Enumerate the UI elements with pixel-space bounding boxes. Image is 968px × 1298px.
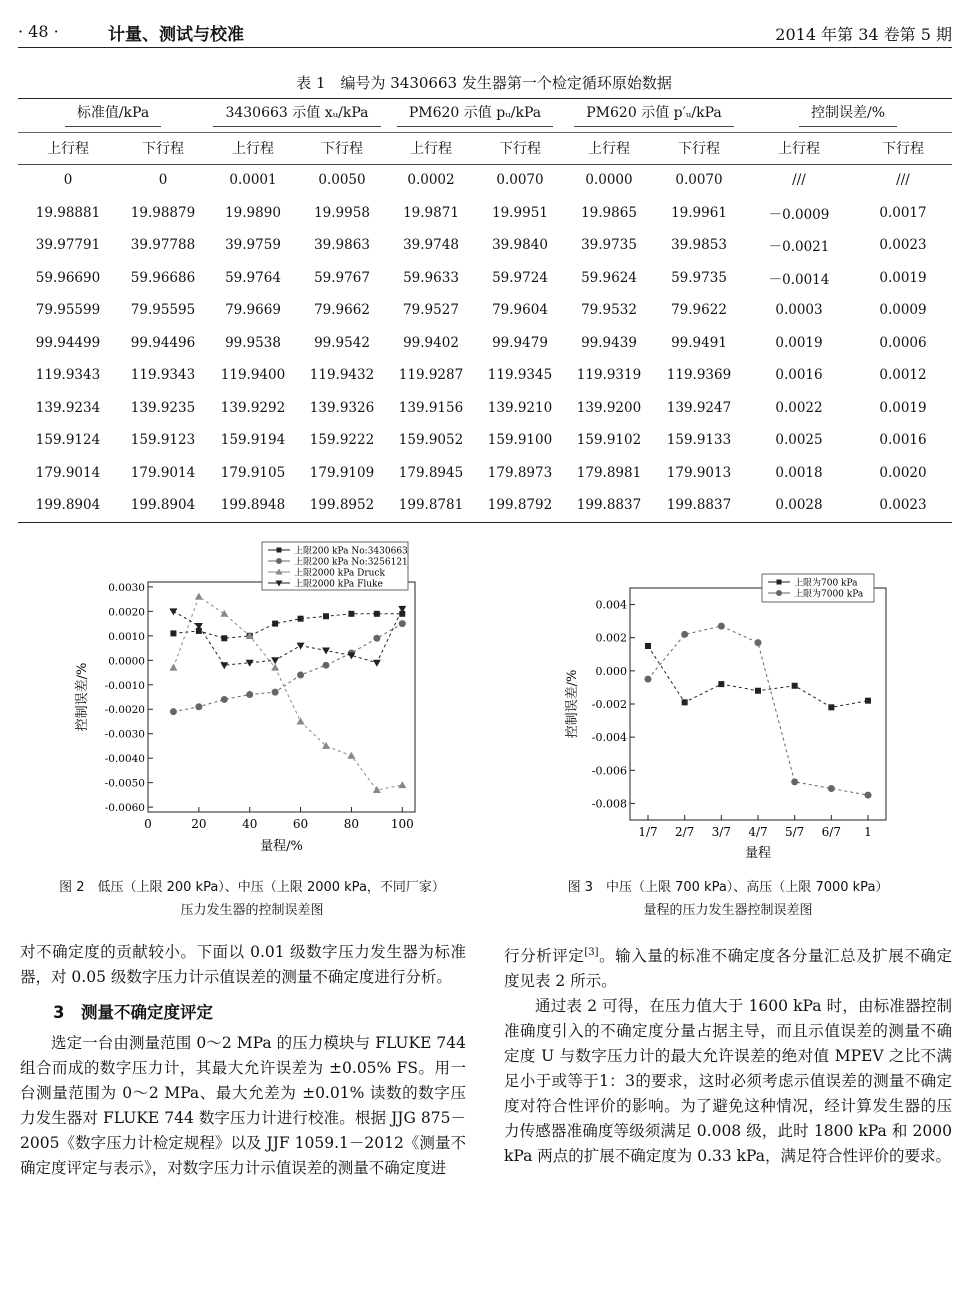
right-paragraph-2: 通过表 2 可得，在压力值大于 1600 kPa 时，由标准器控制准确度引入的不确定度分量占据主导，而且示值误差的测量不确定度 U 与数字压力计的最大允许误差的绝对值 MPEV 之比不满足小于或等于1：3的要求，这时必须考虑示值误差的测量不确定度对符合性评价的影响。为了避免这种情况，经计算发生器的压力传感器准确度等级须满足 0.008 级，此时 1800 kPa 和 2000 kPa 两点的扩展不确定度为 0.33 kPa，满足符合性评价的要求。 — [504, 997, 952, 1166]
table-sub-header: 下行程 — [654, 132, 744, 164]
table-cell: 59.9767 — [314, 269, 370, 286]
legend — [762, 574, 874, 602]
y-tick-label: -0.0040 — [104, 753, 145, 766]
table-cell: 119.9287 — [398, 367, 464, 384]
table-cell: 159.9052 — [398, 432, 464, 449]
x-tick-label: 40 — [242, 817, 258, 831]
series-line — [173, 624, 402, 712]
table-group-header — [564, 98, 744, 132]
table-cell: 99.94499 — [35, 334, 101, 351]
data-point — [221, 696, 228, 703]
table-cell: 119.9369 — [666, 367, 732, 384]
table-cell: 139.9200 — [576, 399, 642, 416]
table-cell: 0 — [158, 172, 168, 189]
y-tick-label: 0.004 — [595, 598, 627, 612]
data-point — [865, 698, 871, 704]
legend-marker — [776, 590, 782, 596]
table-cell: 0.0050 — [318, 172, 366, 189]
table-cell: 179.9105 — [220, 464, 286, 481]
data-point — [246, 691, 253, 698]
table-sub-header: 上行程 — [386, 132, 476, 164]
table-cell: 79.9604 — [492, 302, 548, 319]
table-cell: 99.9402 — [403, 334, 459, 351]
table-cell: 0.0003 — [775, 302, 823, 319]
data-point — [399, 620, 406, 627]
table-cell: 0.0070 — [496, 172, 544, 189]
table-group-header-label: 控制误差/% — [799, 102, 897, 127]
table-cell: 179.9109 — [309, 464, 375, 481]
data-point — [865, 792, 872, 799]
series-line — [173, 609, 402, 665]
data-point — [170, 708, 177, 715]
table-cell: 59.9735 — [671, 269, 727, 286]
legend-marker — [276, 558, 282, 564]
legend — [262, 542, 408, 590]
table-cell: 199.8952 — [309, 497, 375, 514]
figure-2-chart — [70, 538, 480, 868]
table-row — [18, 197, 952, 230]
table-cell: 179.9014 — [35, 464, 101, 481]
table-group-header-label: 标准值/kPa — [65, 102, 161, 127]
series-circle — [170, 620, 406, 715]
x-tick-label: 1/7 — [638, 825, 658, 839]
figure-3-caption — [504, 876, 952, 922]
issue-info: 2014 年第 34 卷第 5 期 — [775, 25, 952, 44]
table-cell: 59.9764 — [225, 269, 281, 286]
table-sub-header: 上行程 — [744, 132, 854, 164]
x-tick-label: 20 — [191, 817, 207, 831]
data-point — [645, 643, 651, 649]
table-cell: 99.9538 — [225, 334, 281, 351]
x-tick-label: 3/7 — [711, 825, 731, 839]
figure-3-caption-line1: 图 3 中压（上限 700 kPa）、高压（上限 7000 kPa） — [567, 880, 889, 895]
table-cell: 19.9871 — [403, 204, 459, 221]
table-caption: 表 1 编号为 3430663 发生器第一个检定循环原始数据 — [296, 74, 672, 92]
table-row — [18, 262, 952, 295]
table-cell: 0.0000 — [585, 172, 633, 189]
data-point — [374, 611, 380, 617]
y-tick-label: 0.002 — [595, 631, 627, 645]
x-tick-label: 100 — [390, 817, 414, 831]
data-point — [828, 785, 835, 792]
table-row — [18, 392, 952, 425]
table-group-header — [744, 98, 952, 132]
data-point — [755, 688, 761, 694]
right-column — [504, 940, 952, 1169]
data-point — [791, 778, 798, 785]
table-cell: －0.0021 — [768, 239, 830, 256]
x-tick-label: 6/7 — [821, 825, 841, 839]
table-cell: 0.0028 — [775, 497, 823, 514]
legend-entry: 上限为7000 kPa — [794, 589, 864, 600]
y-axis-label: 控制误差/% — [75, 662, 90, 732]
series-line — [648, 626, 868, 795]
table-cell: 0.0019 — [879, 269, 927, 286]
table-cell: /// — [792, 172, 806, 189]
series-line — [173, 597, 402, 790]
y-tick-label: -0.0020 — [104, 704, 145, 717]
data-point — [792, 683, 798, 689]
data-point — [220, 662, 228, 669]
right-paragraph-1-text-b: 。输入量的标准不确定度各分量汇总及扩展不确定度见表 2 所示。 — [504, 947, 952, 991]
legend-entry: 上限2000 kPa Fluke — [294, 579, 383, 590]
table-cell: /// — [896, 172, 910, 189]
y-tick-label: 0.0000 — [108, 655, 145, 668]
series-square — [645, 643, 871, 710]
table-cell: 199.8904 — [35, 497, 101, 514]
table-cell: 119.9343 — [35, 367, 101, 384]
running-header — [18, 18, 952, 48]
data-point — [681, 631, 688, 638]
table-cell: 139.9210 — [487, 399, 553, 416]
table-cell: 19.9951 — [492, 204, 548, 221]
table-cell: 179.8945 — [398, 464, 464, 481]
data-point — [221, 635, 227, 641]
y-tick-label: -0.0030 — [104, 728, 145, 741]
data-point — [645, 676, 652, 683]
data-point — [347, 752, 355, 759]
data-point — [169, 664, 177, 671]
table-cell: 19.9865 — [581, 204, 637, 221]
table-cell: 159.9222 — [309, 432, 375, 449]
data-point — [272, 689, 279, 696]
data-point — [718, 623, 725, 630]
data-point — [169, 608, 177, 615]
table-sub-header: 下行程 — [476, 132, 564, 164]
table-cell: 139.9235 — [130, 399, 196, 416]
table-cell: 0.0016 — [879, 432, 927, 449]
table-cell: 199.8904 — [130, 497, 196, 514]
table-cell: 79.9622 — [671, 302, 727, 319]
x-tick-label: 5/7 — [785, 825, 805, 839]
y-tick-label: -0.008 — [591, 797, 627, 811]
table-cell: 159.9133 — [666, 432, 732, 449]
table-cell: 19.9890 — [225, 204, 281, 221]
table-cell: 119.9432 — [309, 367, 375, 384]
table-cell: 0.0023 — [879, 497, 927, 514]
table-cell: 179.9014 — [130, 464, 196, 481]
table-cell: 119.9400 — [220, 367, 286, 384]
table-cell: 0.0025 — [775, 432, 823, 449]
table-cell: 139.9326 — [309, 399, 375, 416]
table-cell: 0.0023 — [879, 237, 927, 254]
data-point — [297, 643, 305, 650]
data-point — [322, 648, 330, 655]
table-cell: 199.8948 — [220, 497, 286, 514]
y-tick-label: -0.006 — [591, 764, 627, 778]
data-point — [272, 621, 278, 627]
table-cell: 179.8981 — [576, 464, 642, 481]
table-cell: 0.0009 — [879, 302, 927, 319]
table-cell: 0.0020 — [879, 464, 927, 481]
data-point — [298, 616, 304, 622]
table-cell: 39.9840 — [492, 237, 548, 254]
x-tick-label: 0 — [144, 817, 152, 831]
legend-marker — [777, 580, 782, 585]
table-sub-header: 上行程 — [18, 132, 118, 164]
x-tick-label: 1 — [864, 825, 872, 839]
figure-2-caption-line1: 图 2 低压（上限 200 kPa）、中压（上限 2000 kPa，不同厂家） — [59, 880, 445, 895]
right-paragraph-1 — [504, 940, 952, 994]
table-cell: 39.9759 — [225, 237, 281, 254]
table-sub-header-row — [18, 132, 952, 164]
table-cell: 0.0019 — [879, 399, 927, 416]
table-cell: 199.8837 — [666, 497, 732, 514]
table-cell: －0.0009 — [768, 206, 830, 223]
table-cell: 0.0018 — [775, 464, 823, 481]
table-cell: 0.0019 — [775, 334, 823, 351]
table-cell: 39.9748 — [403, 237, 459, 254]
table-bottom-rule — [18, 522, 952, 523]
table-cell: 39.97791 — [35, 237, 101, 254]
data-point — [373, 786, 381, 793]
y-tick-label: -0.002 — [591, 698, 627, 711]
journal-title: 计量、测试与校准 — [108, 25, 244, 45]
series-triangle-down — [169, 606, 406, 669]
table-cell: 19.98881 — [35, 204, 101, 221]
left-column — [20, 940, 466, 1181]
table-cell: 0.0070 — [675, 172, 723, 189]
data-point — [195, 593, 203, 600]
table-cell: 0.0017 — [879, 204, 927, 221]
table-cell: 119.9343 — [130, 367, 196, 384]
data-point — [297, 717, 305, 724]
table-cell: 19.9961 — [671, 204, 727, 221]
table-cell: 39.9735 — [581, 237, 637, 254]
table-sub-header: 下行程 — [298, 132, 386, 164]
table-cell: 59.9633 — [403, 269, 459, 286]
data-point — [271, 657, 279, 664]
series-line — [173, 614, 402, 638]
data-point — [195, 703, 202, 710]
y-tick-label: 0.0030 — [108, 581, 145, 594]
table-cell: 99.9542 — [314, 334, 370, 351]
y-tick-label: -0.0050 — [104, 777, 145, 790]
data-point — [718, 681, 724, 687]
data-point — [398, 781, 406, 788]
table-cell: 0.0006 — [879, 334, 927, 351]
right-paragraph-1-text-a: 行分析评定 — [504, 947, 585, 966]
table-cell: 0.0002 — [407, 172, 455, 189]
data-point — [373, 660, 381, 667]
table-sub-header: 上行程 — [564, 132, 654, 164]
table-cell: 79.9527 — [403, 302, 459, 319]
table-group-header-label: PM620 示值 p′ᵤ/kPa — [574, 102, 733, 127]
table-cell: 139.9292 — [220, 399, 286, 416]
table-cell: 59.9724 — [492, 269, 548, 286]
table-cell: 0.0012 — [879, 367, 927, 384]
x-axis-label: 量程 — [744, 846, 772, 861]
table-cell: 99.9479 — [492, 334, 548, 351]
table-cell: 0 — [63, 172, 73, 189]
data-point — [297, 671, 304, 678]
table-sub-header: 上行程 — [208, 132, 298, 164]
table-row — [18, 164, 952, 197]
table-cell: 99.9491 — [671, 334, 727, 351]
x-axis-label: 量程/% — [260, 839, 303, 854]
table-sub-header: 下行程 — [854, 132, 952, 164]
series-circle — [645, 623, 872, 799]
table-row — [18, 457, 952, 490]
table-cell: 179.8973 — [487, 464, 553, 481]
table-cell: 199.8837 — [576, 497, 642, 514]
figure-3-caption-line2: 量程的压力发生器控制误差图 — [643, 903, 813, 918]
x-tick-label: 2/7 — [675, 825, 695, 839]
data-point — [323, 613, 329, 619]
table-row — [18, 359, 952, 392]
table-cell: 199.8781 — [398, 497, 464, 514]
table-cell: 159.9124 — [35, 432, 101, 449]
left-paragraph-1: 对不确定度的贡献较小。下面以 0.01 级数字压力发生器为标准器，对 0.05 级数字压力计示值误差的测量不确定度进行分析。 — [20, 943, 466, 986]
citation-ref: [3] — [584, 947, 599, 958]
table-row — [18, 424, 952, 457]
table-cell: 39.97788 — [130, 237, 196, 254]
legend-entry: 上限2000 kPa Druck — [294, 568, 385, 579]
table-cell: 199.8792 — [487, 497, 553, 514]
left-paragraph-2: 选定一台由测量范围 0～2 MPa 的压力模块与 FLUKE 744 组合而成的数字压力计，其最大允许误差为 ±0.05% FS。用一台测量范围为 0～2 MPa、最大允差为 ±0.01% 读数的数字压力发生器对 FLUKE 744 数字压力计进行校准。根据 JJG 875－2005《数字压力计检定规程》以及 JJF 1059.1－2012《测量不确定度评定与表示》，对数字压力计示值误差的测量不确定度进 — [20, 1034, 466, 1177]
table-group-header-label: PM620 示值 pᵤ/kPa — [397, 102, 553, 127]
table-cell: 39.9853 — [671, 237, 727, 254]
table-group-header — [386, 98, 564, 132]
legend-marker — [277, 548, 282, 553]
page-number: · 48 · — [18, 22, 59, 41]
y-tick-label: -0.0060 — [104, 802, 145, 815]
table-cell: －0.0014 — [768, 271, 830, 288]
y-tick-label: 0.000 — [595, 664, 627, 678]
table-cell: 0.0016 — [775, 367, 823, 384]
table-cell: 99.9439 — [581, 334, 637, 351]
data-point — [682, 699, 688, 705]
figure-3-chart — [556, 570, 896, 864]
section-heading: 3 测量不确定度评定 — [53, 1003, 213, 1022]
figure-2-caption — [20, 876, 484, 922]
y-tick-label: 0.0010 — [108, 630, 145, 643]
y-axis-label: 控制误差/% — [565, 669, 580, 739]
table-cell: 79.9669 — [225, 302, 281, 319]
data-point — [220, 610, 228, 617]
table-cell: 0.0001 — [229, 172, 277, 189]
table-cell: 139.9234 — [35, 399, 101, 416]
x-tick-label: 60 — [292, 817, 309, 831]
legend-entry: 上限为700 kPa — [794, 578, 858, 589]
table-cell: 139.9156 — [398, 399, 464, 416]
table-group-header-label: 3430663 示值 xᵤ/kPa — [213, 102, 380, 127]
table-row — [18, 327, 952, 360]
table-cell: 159.9102 — [576, 432, 642, 449]
table-cell: 139.9247 — [666, 399, 732, 416]
x-tick-label: 4/7 — [748, 825, 768, 839]
y-tick-label: -0.004 — [591, 731, 627, 745]
y-tick-label: -0.0010 — [104, 679, 145, 692]
figure-2-caption-line2: 压力发生器的控制误差图 — [180, 903, 324, 918]
table-cell: 79.95599 — [35, 302, 101, 319]
table-group-header-row — [18, 98, 952, 132]
table-cell: 0.0022 — [775, 399, 823, 416]
table-cell: 119.9345 — [487, 367, 553, 384]
y-tick-label: 0.0020 — [108, 606, 145, 619]
table-cell: 59.96686 — [130, 269, 196, 286]
data-table — [18, 98, 952, 522]
table-row — [18, 229, 952, 262]
table-cell: 79.9532 — [581, 302, 637, 319]
table-row — [18, 294, 952, 327]
table-cell: 19.9958 — [314, 204, 370, 221]
table-group-header — [208, 98, 386, 132]
data-point — [170, 630, 176, 636]
data-point — [373, 635, 380, 642]
table-cell: 159.9194 — [220, 432, 286, 449]
data-point — [323, 662, 330, 669]
table-cell: 79.9662 — [314, 302, 370, 319]
legend-entry: 上限200 kPa No:3430663 — [294, 546, 408, 557]
table-cell: 99.94496 — [130, 334, 196, 351]
table-sub-header: 下行程 — [118, 132, 208, 164]
data-point — [348, 611, 354, 617]
series-line — [648, 646, 868, 707]
x-tick-label: 80 — [343, 817, 360, 831]
table-cell: 59.96690 — [35, 269, 101, 286]
table-cell: 59.9624 — [581, 269, 637, 286]
table-cell: 79.95595 — [130, 302, 196, 319]
table-cell: 119.9319 — [576, 367, 642, 384]
table-row — [18, 489, 952, 522]
table-cell: 39.9863 — [314, 237, 370, 254]
table-cell: 179.9013 — [666, 464, 732, 481]
table-cell: 159.9100 — [487, 432, 553, 449]
table-cell: 159.9123 — [130, 432, 196, 449]
data-point — [755, 639, 762, 646]
data-point — [828, 704, 834, 710]
table-cell: 19.98879 — [130, 204, 196, 221]
legend-entry: 上限200 kPa No:3256121 — [294, 557, 408, 568]
table-group-header — [18, 98, 208, 132]
series-triangle-up — [169, 593, 406, 793]
